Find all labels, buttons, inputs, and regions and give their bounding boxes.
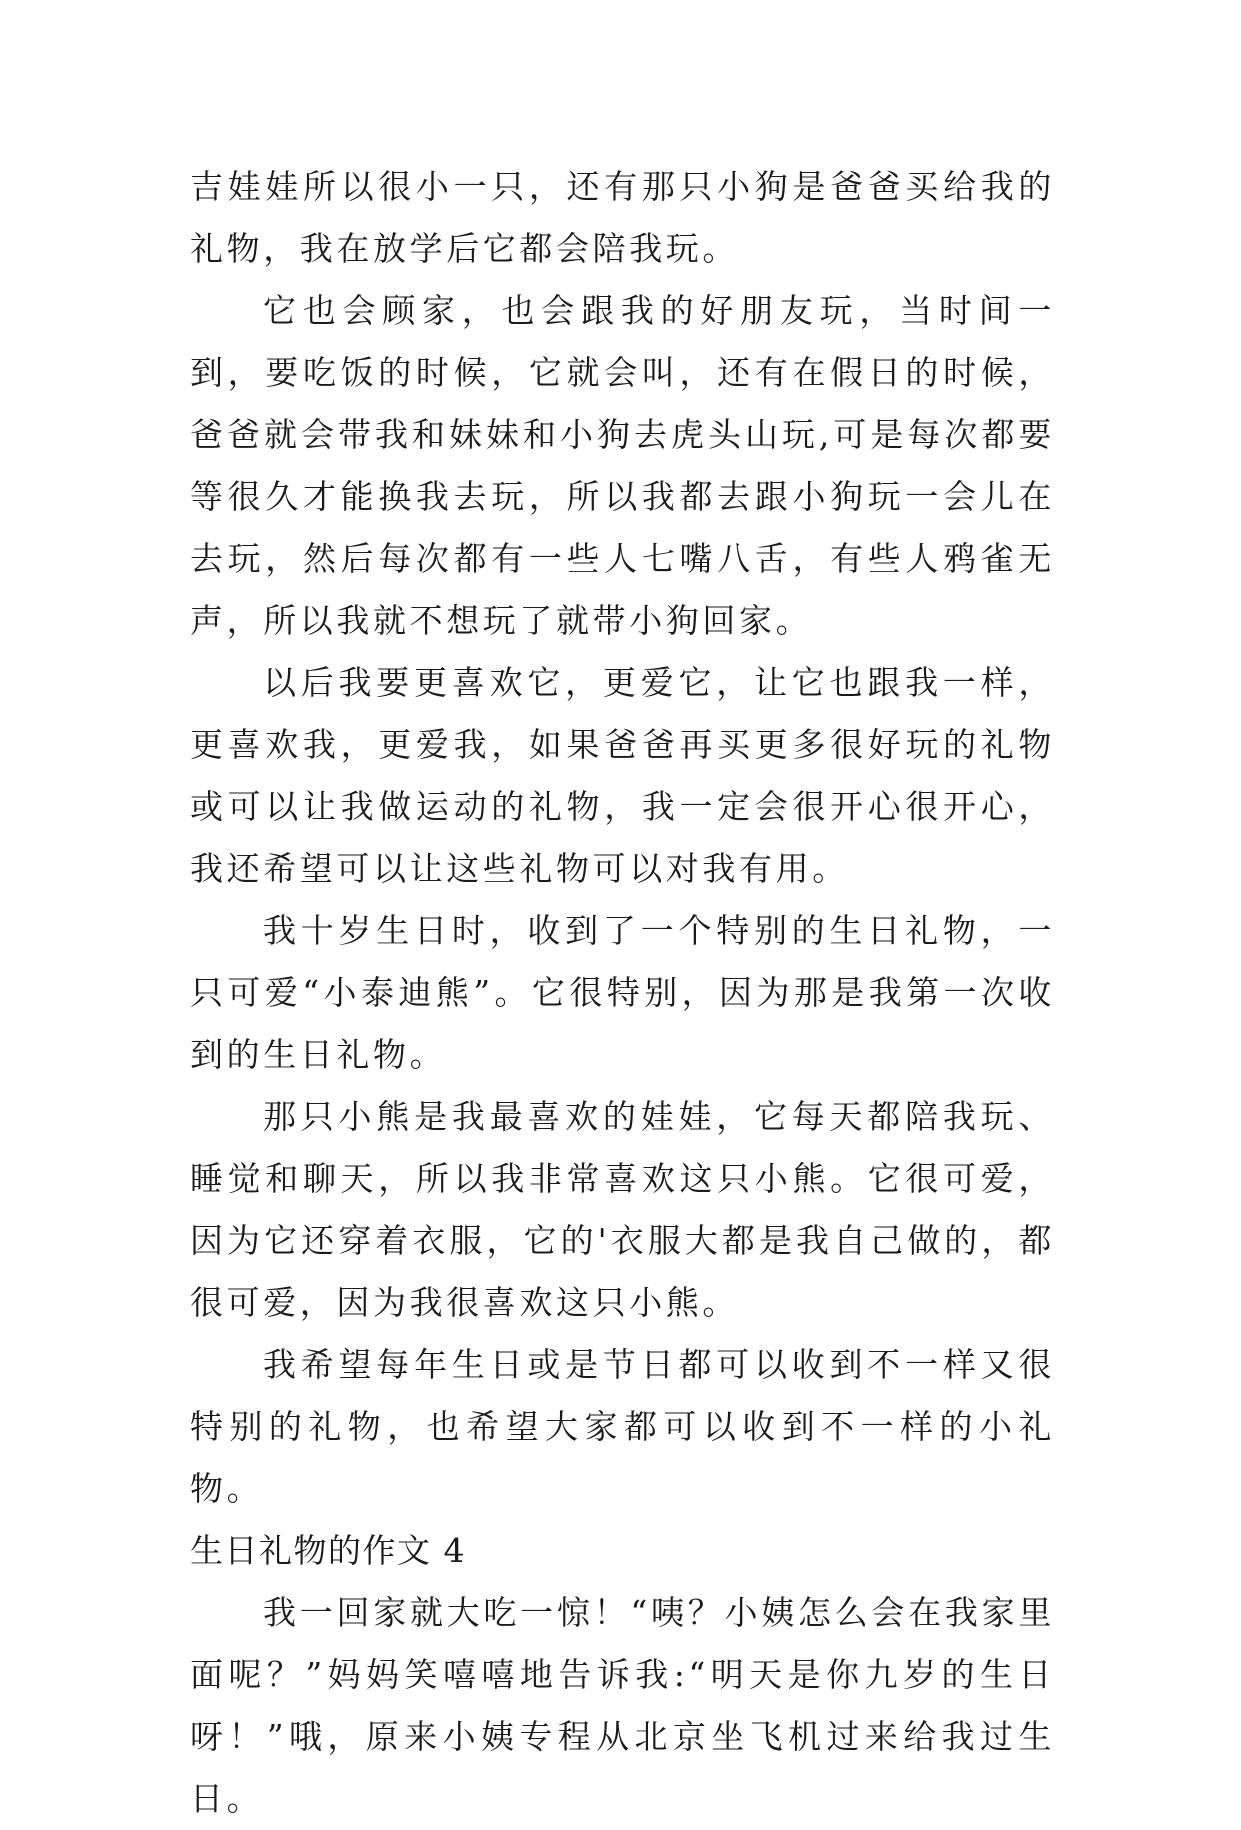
- document-page: [190, 156, 1055, 1830]
- paragraph: 我一回家就大吃一惊！“咦？小姨怎么会在我家里面呢？”妈妈笑嘻嘻地告诉我:“明天是你九岁的生日呀！”哦，原来小姨专程从北京坐飞机过来给我过生日。: [190, 1593, 1055, 1818]
- paragraph: 它也会顾家，也会跟我的好朋友玩，当时间一到，要吃饭的时候，它就会叫，还有在假日的时候，爸爸就会带我和妹妹和小狗去虎头山玩,可是每次都要等很久才能换我去玩，所以我都去跟小狗玩一会儿在去玩，然后每次都有一些人七嘴八舌，有些人鸦雀无声，所以我就不想玩了就带小狗回家。: [190, 291, 1055, 640]
- section-heading: 生日礼物的作文 4: [190, 1531, 466, 1570]
- paragraph: 我希望每年生日或是节日都可以收到不一样又很特别的礼物，也希望大家都可以收到不一样的小礼物。: [190, 1345, 1055, 1508]
- paragraph: 吉娃娃所以很小一只，还有那只小狗是爸爸买给我的礼物，我在放学后它都会陪我玩。: [190, 167, 1055, 268]
- paragraph: 那只小熊是我最喜欢的娃娃，它每天都陪我玩、睡觉和聊天，所以我非常喜欢这只小熊。它很可爱，因为它还穿着衣服，它的'衣服大都是我自己做的，都很可爱，因为我很喜欢这只小熊。: [190, 1097, 1055, 1322]
- paragraph: 以后我要更喜欢它，更爱它，让它也跟我一样，更喜欢我，更爱我，如果爸爸再买更多很好玩的礼物或可以让我做运动的礼物，我一定会很开心很开心，我还希望可以让这些礼物可以对我有用。: [190, 663, 1055, 888]
- paragraph: 我十岁生日时，收到了一个特别的生日礼物，一只可爱“小泰迪熊”。它很特别，因为那是我第一次收到的生日礼物。: [190, 911, 1055, 1074]
